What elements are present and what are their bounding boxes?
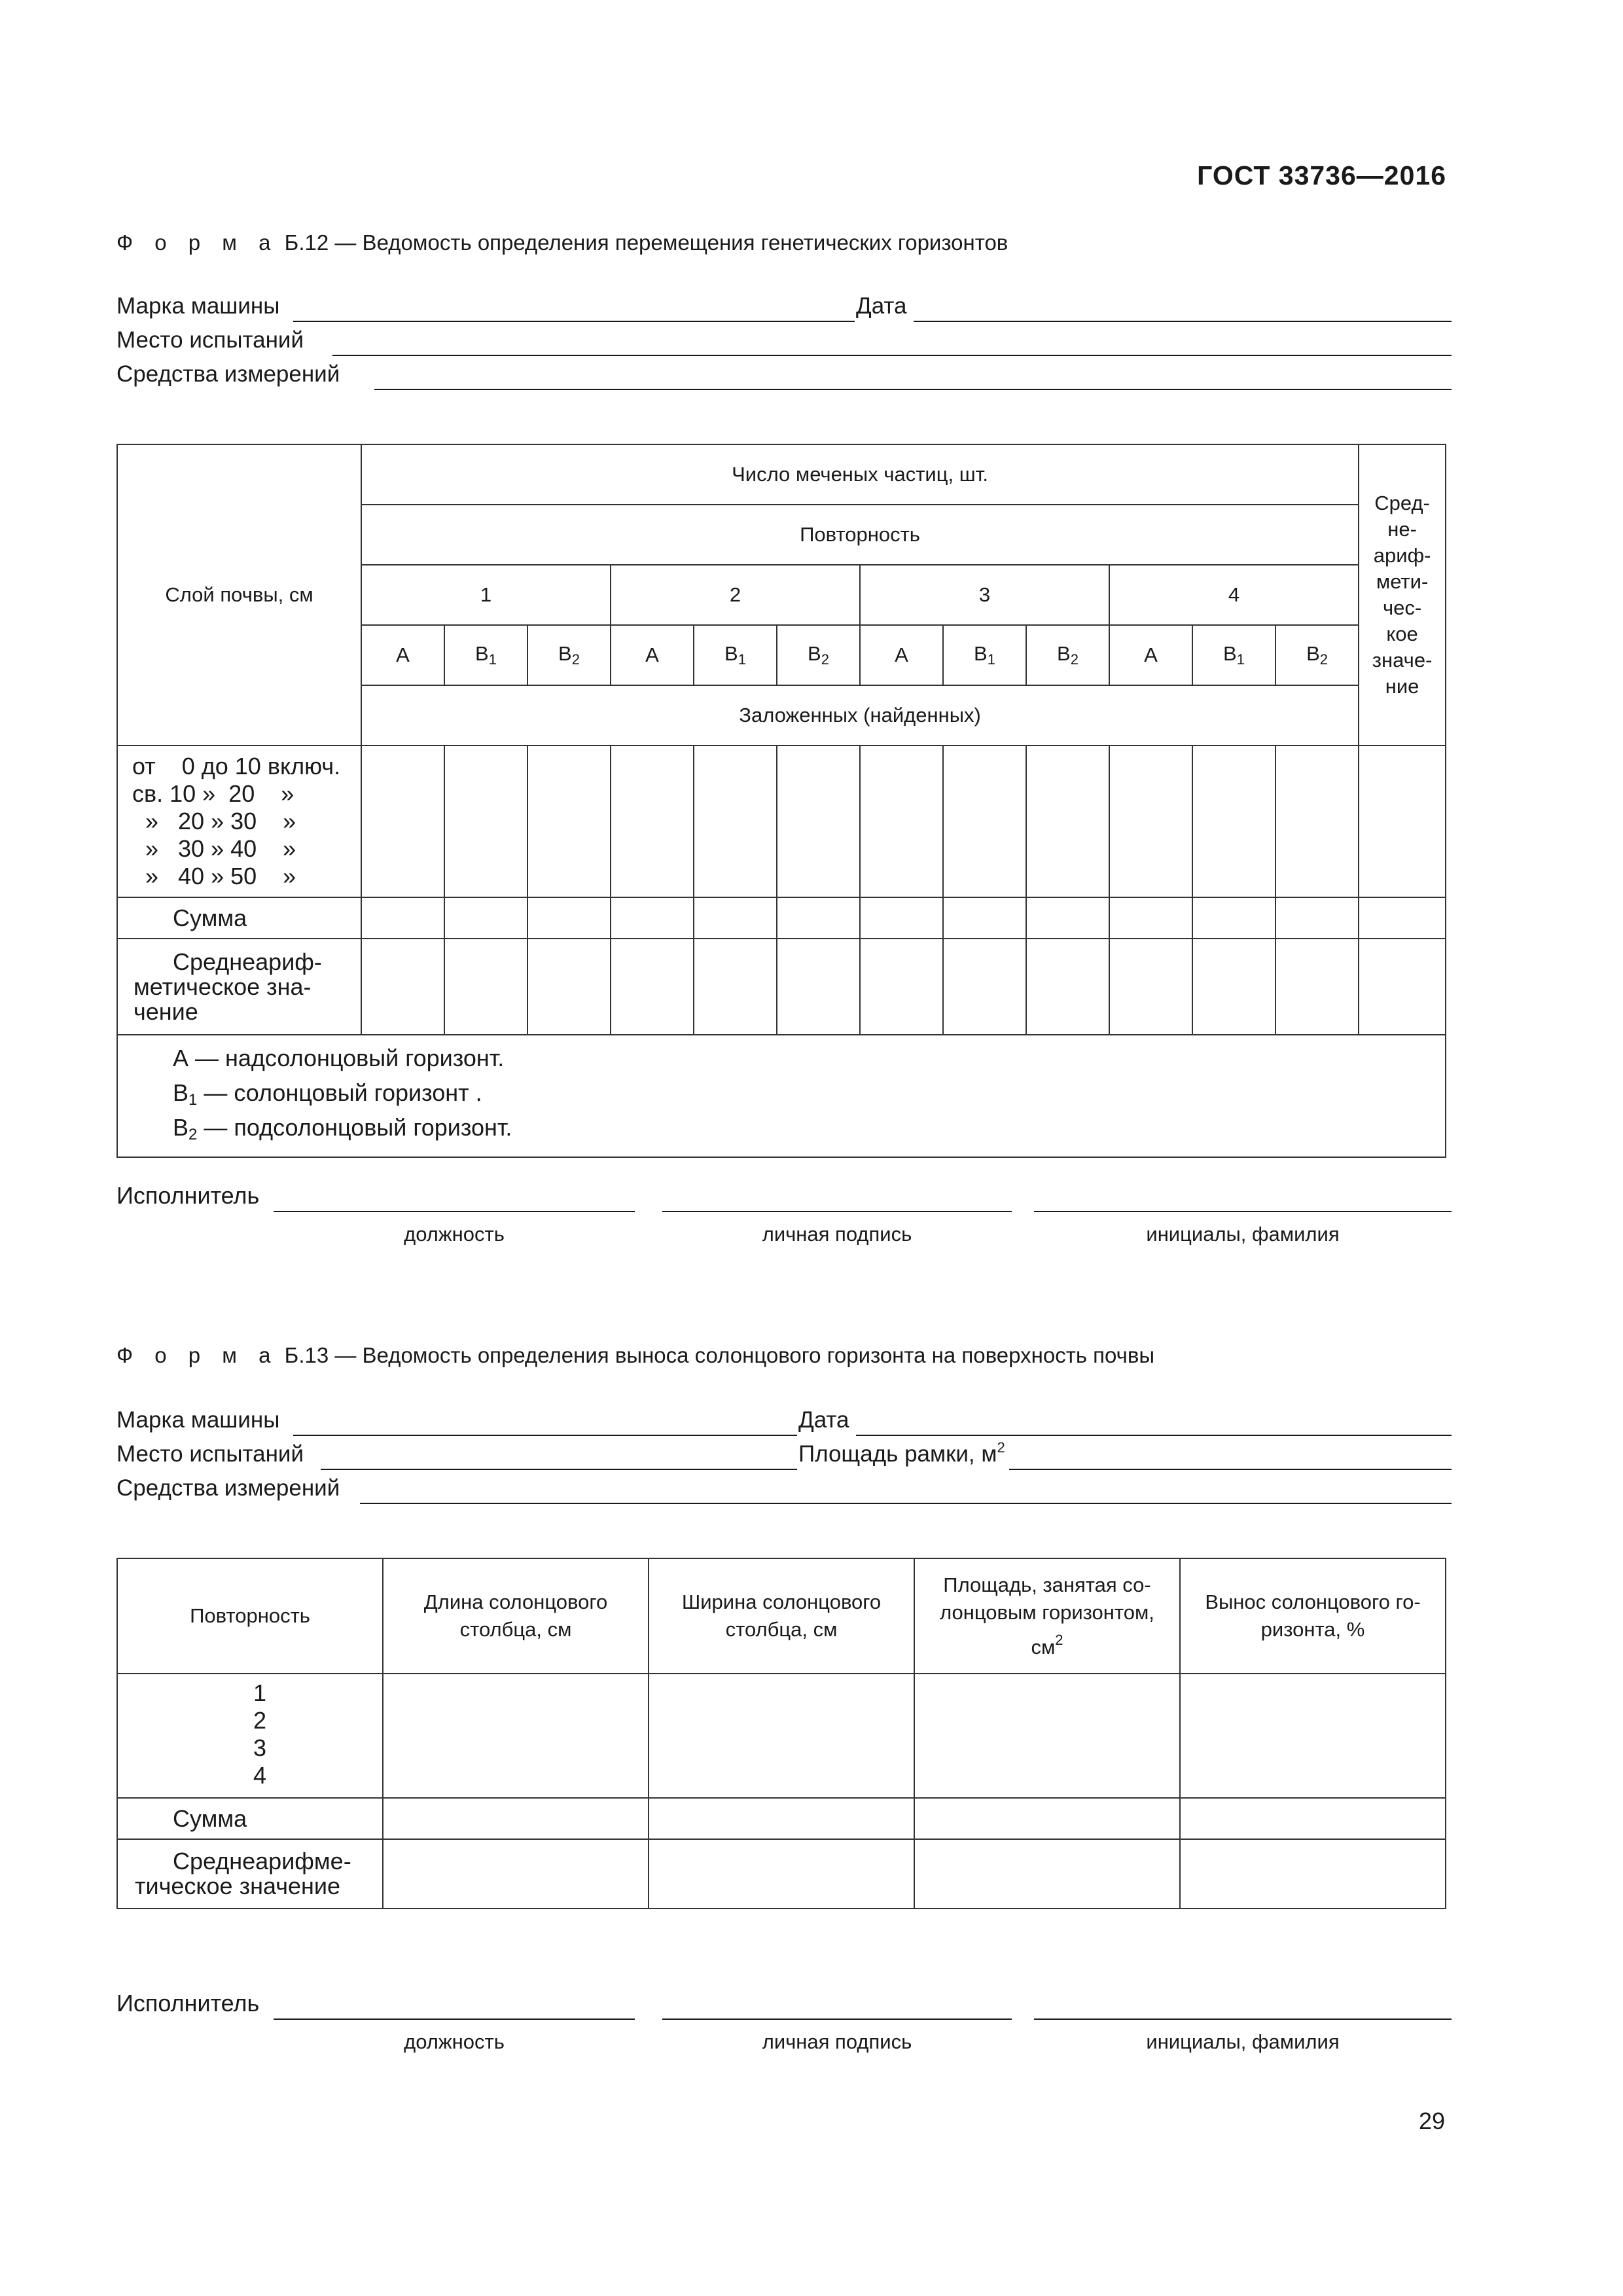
field-instruments-b12: [116, 359, 1452, 390]
data-cell[interactable]: [943, 939, 1026, 1035]
field-machine-b12: [116, 291, 1452, 322]
data-cell[interactable]: [943, 897, 1026, 939]
data-cell[interactable]: [611, 897, 694, 939]
field-place-b13: [116, 1439, 1452, 1470]
data-cell[interactable]: [444, 897, 527, 939]
signature-block-b12: [116, 1182, 1452, 1254]
layer-row-labels: от 0 до 10 включ. св. 10 » 20 » » 20 » 30 » » 30 » 40 » » 40 » 50 »: [117, 745, 361, 897]
average-row-label: Среднеариф- метическое зна- чение: [117, 939, 361, 1035]
repeat-2-header: 2: [611, 565, 860, 625]
date-input-line[interactable]: [856, 1435, 1452, 1436]
data-cell[interactable]: [383, 1674, 649, 1798]
data-cell[interactable]: [1109, 897, 1192, 939]
data-cell[interactable]: [1109, 745, 1192, 897]
data-cell[interactable]: [860, 939, 943, 1035]
machine-input-line[interactable]: [293, 1435, 797, 1436]
data-cell[interactable]: [777, 745, 860, 897]
data-cell[interactable]: [1026, 745, 1109, 897]
name-line[interactable]: [1034, 1211, 1452, 1212]
data-cell[interactable]: [1275, 939, 1359, 1035]
col-b2: $В_2$: [527, 625, 611, 685]
data-cell[interactable]: [361, 897, 444, 939]
length-header: Длина солонцового столбца, см: [383, 1558, 649, 1674]
form-word: Ф о р м а: [116, 230, 279, 255]
field-label: Марка машины: [116, 1407, 280, 1433]
data-cell[interactable]: [1026, 939, 1109, 1035]
repeat-header: Повторность: [361, 505, 1359, 565]
name-caption: инициалы, фамилия: [1146, 1223, 1340, 1246]
table-b13: [116, 1558, 1446, 1909]
field-label: Место испытаний: [116, 1441, 304, 1467]
data-cell[interactable]: [1026, 897, 1109, 939]
area-header: Площадь, занятая со- лонцовым горизонтом, $см^2$: [914, 1558, 1180, 1674]
note-b2: $В_2$ — подсолонцовый горизонт.: [173, 1114, 512, 1143]
position-line[interactable]: [274, 1211, 635, 1212]
repeat-3-header: 3: [860, 565, 1109, 625]
data-cell[interactable]: [1275, 897, 1359, 939]
form-b13-title-text: Б.13 — Ведомость определения выноса солонцового горизонта на поверхность почвы: [278, 1343, 1155, 1367]
field-label: Дата: [856, 293, 907, 319]
data-cell[interactable]: [1359, 745, 1446, 897]
field-label: Площадь рамки, $м^2$: [798, 1439, 1005, 1467]
layer-header: Слой почвы, см: [117, 444, 361, 745]
data-cell[interactable]: [611, 939, 694, 1035]
repeat-4-header: 4: [1109, 565, 1359, 625]
data-cell[interactable]: [649, 1839, 914, 1909]
average-column-header: Сред- не- ариф- мети- чес- кое значе- ние: [1359, 444, 1446, 745]
data-cell[interactable]: [361, 939, 444, 1035]
col-b2: $В_2$: [777, 625, 860, 685]
data-cell[interactable]: [611, 745, 694, 897]
data-cell[interactable]: [1192, 897, 1275, 939]
signature-line[interactable]: [662, 1211, 1012, 1212]
instruments-input-line[interactable]: [360, 1503, 1452, 1504]
frame-area-input-line[interactable]: [1009, 1469, 1452, 1470]
particles-header: Число меченых частиц, шт.: [361, 444, 1359, 505]
machine-input-line[interactable]: [293, 321, 855, 322]
data-cell[interactable]: [694, 897, 777, 939]
instruments-input-line[interactable]: [374, 389, 1452, 390]
data-cell[interactable]: [1109, 939, 1192, 1035]
data-cell[interactable]: [649, 1674, 914, 1798]
data-cell[interactable]: [694, 745, 777, 897]
col-a: А: [860, 625, 943, 685]
signature-line[interactable]: [662, 2018, 1012, 2020]
data-cell[interactable]: [1359, 897, 1446, 939]
signature-block-b13: [116, 1990, 1452, 2062]
name-line[interactable]: [1034, 2018, 1452, 2020]
col-b1: $В_1$: [444, 625, 527, 685]
col-a: А: [361, 625, 444, 685]
field-instruments-b13: [116, 1473, 1452, 1504]
data-cell[interactable]: [383, 1839, 649, 1909]
data-cell[interactable]: [694, 939, 777, 1035]
data-cell[interactable]: [943, 745, 1026, 897]
data-cell[interactable]: [777, 897, 860, 939]
table-b12: [116, 444, 1446, 1158]
data-cell[interactable]: [914, 1839, 1180, 1909]
width-header: Ширина солонцового столбца, см: [649, 1558, 914, 1674]
data-cell[interactable]: [914, 1674, 1180, 1798]
data-cell[interactable]: [527, 897, 611, 939]
data-cell[interactable]: [649, 1798, 914, 1839]
col-b1: $В_1$: [694, 625, 777, 685]
data-cell[interactable]: [914, 1798, 1180, 1839]
note-a: А — надсолонцовый горизонт.: [173, 1045, 505, 1071]
executor-label: Исполнитель: [116, 1990, 260, 2017]
data-cell[interactable]: [527, 939, 611, 1035]
note-b1: $В_1$ — солонцовый горизонт .: [173, 1079, 482, 1109]
repeat-1-header: 1: [361, 565, 611, 625]
form-b12-title-text: Б.12 — Ведомость определения перемещения генетических горизонтов: [278, 230, 1008, 255]
form-word: Ф о р м а: [116, 1343, 279, 1367]
col-b2: $В_2$: [1275, 625, 1359, 685]
sum-row-label: Сумма: [117, 897, 361, 939]
field-place-b12: [116, 325, 1452, 356]
repeat-numbers: 1 2 3 4: [117, 1674, 383, 1798]
position-caption: должность: [404, 1223, 505, 1246]
table-notes: [117, 1035, 1446, 1157]
data-cell[interactable]: [444, 745, 527, 897]
executor-label: Исполнитель: [116, 1182, 260, 1209]
data-cell[interactable]: [1192, 939, 1275, 1035]
field-label: Марка машины: [116, 293, 280, 319]
data-cell[interactable]: [361, 745, 444, 897]
data-cell[interactable]: [1275, 745, 1359, 897]
data-cell[interactable]: [1180, 1798, 1446, 1839]
data-cell[interactable]: [527, 745, 611, 897]
form-b12-title: [116, 230, 1008, 255]
position-line[interactable]: [274, 2018, 635, 2020]
field-label: Средства измерений: [116, 1475, 340, 1501]
col-b2: $В_2$: [1026, 625, 1109, 685]
name-caption: инициалы, фамилия: [1146, 2030, 1340, 2053]
laid-found-header: Заложенных (найденных): [361, 685, 1359, 745]
average-row-label: Среднеарифме- тическое значение: [117, 1839, 383, 1909]
data-cell[interactable]: [777, 939, 860, 1035]
col-a: А: [1109, 625, 1192, 685]
field-machine-b13: [116, 1405, 1452, 1436]
data-cell[interactable]: [444, 939, 527, 1035]
col-b1: $В_1$: [943, 625, 1026, 685]
standard-number: ГОСТ 33736—2016: [1197, 160, 1446, 190]
place-input-line[interactable]: [332, 355, 1452, 356]
data-cell[interactable]: [1359, 939, 1446, 1035]
form-b13-title: [116, 1343, 1154, 1368]
col-b1: $В_1$: [1192, 625, 1275, 685]
col-a: А: [611, 625, 694, 685]
data-cell[interactable]: [1180, 1839, 1446, 1909]
output-header: Вынос солонцового го- ризонта, %: [1180, 1558, 1446, 1674]
page-number: 29: [1418, 2108, 1445, 2134]
field-label: Дата: [798, 1407, 849, 1433]
place-input-line[interactable]: [321, 1469, 797, 1470]
data-cell[interactable]: [1180, 1674, 1446, 1798]
date-input-line[interactable]: [914, 321, 1452, 322]
field-label: Средства измерений: [116, 361, 340, 387]
data-cell[interactable]: [1192, 745, 1275, 897]
data-cell[interactable]: [860, 897, 943, 939]
position-caption: должность: [404, 2030, 505, 2053]
signature-caption: личная подпись: [762, 1223, 912, 1246]
sum-row-label: Сумма: [117, 1798, 383, 1839]
field-label: Место испытаний: [116, 327, 304, 353]
signature-caption: личная подпись: [762, 2030, 912, 2053]
repeat-header: Повторность: [117, 1558, 383, 1674]
data-cell[interactable]: [383, 1798, 649, 1839]
data-cell[interactable]: [860, 745, 943, 897]
